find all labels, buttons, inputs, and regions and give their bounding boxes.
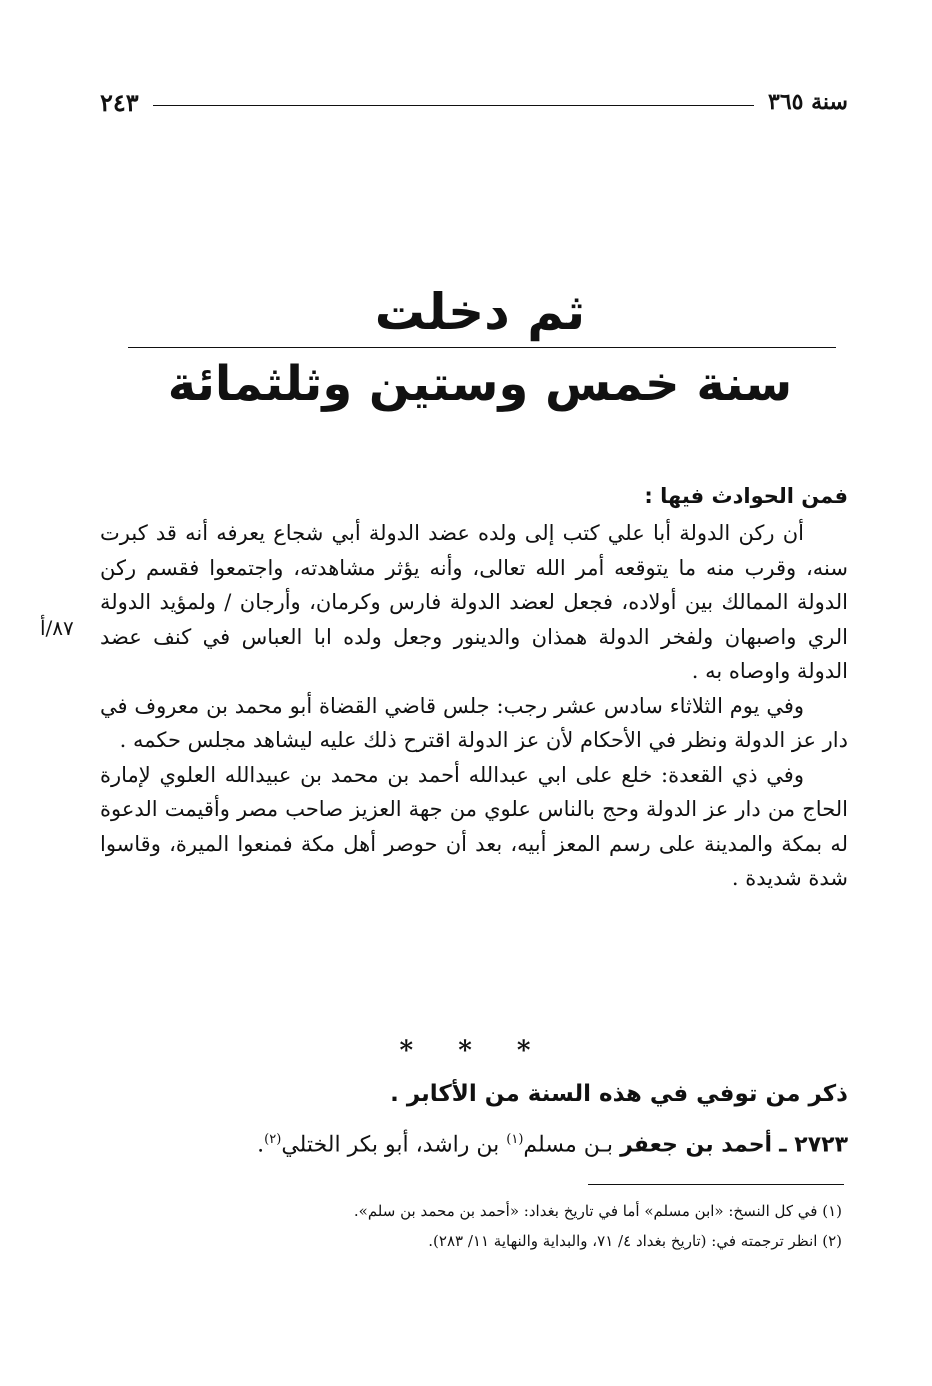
- events-intro: فمن الحوادث فيها :: [644, 484, 848, 508]
- chapter-title-line1: ثم دخلت: [374, 283, 586, 341]
- chapter-title-line2: سنة خمس وستين وثلثمائة: [167, 356, 793, 412]
- entry-lineage: بـن مسلم: [523, 1132, 614, 1158]
- entry-name: أحمد بن جعفر: [620, 1132, 773, 1158]
- paragraph: وفي ذي القعدة: خلع على ابي عبدالله أحمد بن محمد بن عبيدالله العلوي لإمارة الحاج من دار عز الدولة وحج بالناس علوي من جهة العزيز صاحب مصر وأقيمت الدعوة له بمكة والمدينة على رسم المعز أبيه، بعد أن حوصر أهل مكة فمنعوا الميرة، وقاسوا شدة شديدة .: [100, 762, 848, 890]
- entry-lineage-cont: بن راشد، أبو بكر الختلي: [281, 1132, 500, 1158]
- footnote-rule: [588, 1184, 844, 1185]
- section-separator: * * *: [399, 1036, 549, 1066]
- body-text: [100, 476, 848, 896]
- footnote-1: (١) في كل النسخ: «ابن مسلم» أما في تاريخ بغداد: «أحمد بن محمد بن سلم».: [353, 1202, 842, 1220]
- chapter-title-rule: [128, 347, 836, 348]
- margin-folio-note: ٨٧/أ: [40, 616, 74, 640]
- footnote-2: (٢) انظر ترجمته في: (تاريخ بغداد ٤/ ٧١، والبداية والنهاية ١١/ ٢٨٣).: [428, 1232, 842, 1250]
- section-heading: ذكر من توفي في هذه السنة من الأكابر .: [390, 1081, 848, 1107]
- paragraph: وفي يوم الثلاثاء سادس عشر رجب: جلس قاضي القضاة أبو محمد بن معروف في دار عز الدولة ونظر في الأحكام لأن عز الدولة اقترح ذلك عليه ليشاهد مجلس حكمه .: [100, 693, 848, 752]
- biography-entry: [100, 1120, 848, 1165]
- footnotes: [100, 1196, 842, 1256]
- footnote-ref-1[interactable]: (١): [506, 1132, 524, 1147]
- running-header-year: سنة ٣٦٥: [768, 89, 848, 115]
- page-number: ٢٤٣: [100, 87, 139, 117]
- paragraph: أن ركن الدولة أبا علي كتب إلى ولده عضد الدولة أبي شجاع يعرفه أنه قد كبرت سنه، وقرب منه ما يتوقعه أمر الله تعالى، وأنه يؤثر مشاهدته، واجتمعوا فقسم ركن الدولة الممالك بين أولاده، فجعل لعضد الدولة فارس وكرمان، وأرجان / ولمؤيد الدولة الري واصبهان ولفخر الدولة همذان والدينور وجعل ولده ابا العباس في كنف عضد الدولة واوصاه به .: [100, 521, 848, 683]
- entry-end: .: [257, 1132, 265, 1158]
- running-header: [100, 84, 848, 120]
- entry-number: ٢٧٢٣ ـ: [779, 1132, 848, 1158]
- header-rule: [153, 105, 754, 106]
- footnote-ref-2[interactable]: (٢): [264, 1132, 282, 1147]
